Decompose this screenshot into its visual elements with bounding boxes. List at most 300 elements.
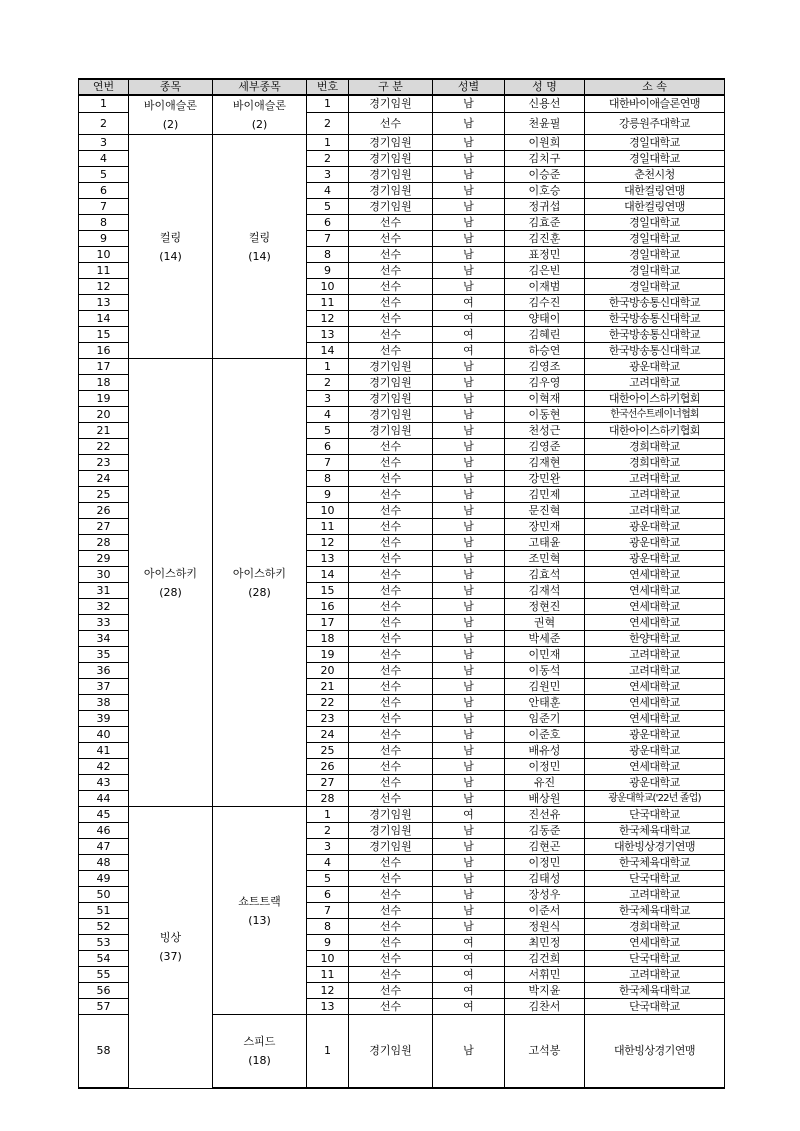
seq-cell (79, 871, 129, 887)
number-cell (307, 951, 349, 967)
name-cell (505, 135, 585, 151)
role-cell (349, 743, 433, 759)
seq-cell (79, 839, 129, 855)
number-cell (307, 215, 349, 231)
seq-cell (79, 263, 129, 279)
name-cell-text: 김우영 (528, 375, 561, 389)
role-cell (349, 903, 433, 919)
name-cell (505, 871, 585, 887)
event-cell-label: 바이애슬론 (232, 99, 287, 112)
seq-cell-text: 9 (100, 231, 107, 245)
role-cell (349, 727, 433, 743)
gender-cell-text: 남 (463, 775, 474, 789)
number-cell-text: 9 (324, 263, 331, 277)
name-cell (505, 599, 585, 615)
affiliation-cell (585, 503, 725, 519)
gender-cell-text: 남 (463, 471, 474, 485)
seq-cell (79, 615, 129, 631)
role-cell (349, 791, 433, 807)
role-cell (349, 983, 433, 999)
number-cell-text: 4 (324, 183, 331, 197)
affiliation-cell (585, 247, 725, 263)
seq-cell (79, 247, 129, 263)
header-role: 구 분 (349, 79, 433, 95)
name-cell (505, 695, 585, 711)
gender-cell-text: 남 (463, 391, 474, 405)
role-cell (349, 551, 433, 567)
name-cell-text: 이민재 (528, 647, 561, 661)
header-event: 세부종목 (213, 79, 307, 95)
seq-cell (79, 791, 129, 807)
role-cell-text: 경기임원 (369, 183, 412, 197)
affiliation-cell (585, 903, 725, 919)
name-cell (505, 887, 585, 903)
gender-cell (433, 391, 505, 407)
seq-cell (79, 647, 129, 663)
name-cell (505, 583, 585, 599)
seq-cell-text: 38 (96, 695, 111, 709)
name-cell (505, 999, 585, 1015)
seq-cell-text: 4 (100, 151, 107, 165)
seq-cell-text: 49 (96, 871, 111, 885)
number-cell-text: 1 (324, 807, 331, 821)
gender-cell (433, 807, 505, 823)
name-cell (505, 215, 585, 231)
name-cell (505, 231, 585, 247)
gender-cell (433, 135, 505, 151)
name-cell-text: 김건희 (528, 951, 561, 965)
seq-cell (79, 183, 129, 199)
name-cell-text: 이정민 (528, 759, 561, 773)
affiliation-cell-text: 한국방송통신대학교 (608, 343, 701, 357)
role-cell (349, 919, 433, 935)
affiliation-cell (585, 583, 725, 599)
seq-cell-text: 39 (96, 711, 111, 725)
affiliation-cell-text: 경일대학교 (629, 151, 680, 165)
gender-cell-text: 남 (463, 151, 474, 165)
number-cell-text: 13 (320, 999, 335, 1013)
gender-cell (433, 95, 505, 113)
name-cell-text: 김효준 (528, 215, 561, 229)
number-cell-text: 5 (324, 199, 331, 213)
seq-cell-text: 15 (96, 327, 111, 341)
gender-cell (433, 759, 505, 775)
affiliation-cell (585, 567, 725, 583)
role-cell-text: 선수 (379, 679, 402, 693)
name-cell-text: 이호승 (528, 183, 561, 197)
name-cell (505, 535, 585, 551)
gender-cell (433, 551, 505, 567)
number-cell-text: 8 (324, 471, 331, 485)
number-cell (307, 839, 349, 855)
role-cell-text: 선수 (379, 503, 402, 517)
affiliation-cell (585, 695, 725, 711)
role-cell-text: 경기임원 (369, 135, 412, 149)
gender-cell (433, 903, 505, 919)
number-cell (307, 327, 349, 343)
gender-cell (433, 535, 505, 551)
affiliation-cell-text: 광운대학교 (629, 727, 680, 741)
name-cell (505, 327, 585, 343)
seq-cell-text: 29 (96, 551, 111, 565)
role-cell (349, 711, 433, 727)
gender-cell (433, 679, 505, 695)
sport-cell-label: 컬링 (159, 230, 182, 244)
affiliation-cell-text: 한국방송통신대학교 (608, 327, 701, 341)
role-cell (349, 807, 433, 823)
role-cell-text: 선수 (379, 567, 402, 581)
role-cell (349, 247, 433, 263)
number-cell-text: 10 (320, 503, 335, 517)
seq-cell (79, 759, 129, 775)
event-cell-count: (14) (248, 249, 271, 263)
name-cell-text: 최민정 (528, 935, 561, 949)
name-cell-text: 안태훈 (528, 695, 561, 709)
role-cell-text: 경기임원 (369, 807, 412, 821)
seq-cell-text: 13 (96, 295, 111, 309)
event-cell-label: 아이스하키 (232, 566, 287, 580)
name-cell-text: 장민재 (528, 519, 561, 533)
role-cell (349, 679, 433, 695)
seq-cell-text: 57 (96, 999, 111, 1013)
role-cell-text: 선수 (379, 759, 402, 773)
role-cell (349, 343, 433, 359)
number-cell-text: 24 (320, 727, 335, 741)
role-cell (349, 359, 433, 375)
number-cell-text: 18 (320, 631, 335, 645)
sport-cell-label: 아이스하키 (143, 566, 198, 580)
name-cell (505, 359, 585, 375)
seq-cell (79, 919, 129, 935)
name-cell-text: 김진훈 (528, 231, 561, 245)
number-cell-text: 10 (320, 951, 335, 965)
role-cell-text: 선수 (379, 967, 402, 981)
event-cell (213, 95, 307, 135)
seq-cell-text: 42 (96, 759, 111, 773)
affiliation-cell (585, 951, 725, 967)
name-cell (505, 759, 585, 775)
name-cell (505, 279, 585, 295)
affiliation-cell-text: 한국체육대학교 (619, 983, 690, 997)
affiliation-cell-text: 고려대학교 (629, 967, 680, 981)
gender-cell-text: 남 (463, 551, 474, 565)
role-cell (349, 583, 433, 599)
affiliation-cell (585, 647, 725, 663)
gender-cell (433, 791, 505, 807)
affiliation-cell-text: 고려대학교 (629, 647, 680, 661)
number-cell (307, 647, 349, 663)
affiliation-cell (585, 615, 725, 631)
affiliation-cell-text: 고려대학교 (629, 487, 680, 501)
number-cell (307, 743, 349, 759)
seq-cell (79, 327, 129, 343)
gender-cell-text: 남 (463, 359, 474, 373)
number-cell (307, 343, 349, 359)
affiliation-cell-text: 한국체육대학교 (619, 903, 690, 917)
number-cell (307, 759, 349, 775)
seq-cell-text: 43 (96, 775, 111, 789)
role-cell-text: 경기임원 (369, 823, 412, 837)
name-cell-text: 권혁 (533, 615, 556, 629)
seq-cell-text: 14 (96, 311, 111, 325)
name-cell-text: 김재석 (528, 583, 561, 597)
role-cell-text: 선수 (379, 439, 402, 453)
number-cell (307, 663, 349, 679)
affiliation-cell (585, 871, 725, 887)
event-cell-count: (2) (251, 118, 268, 131)
role-cell-text: 선수 (379, 647, 402, 661)
number-cell-text: 27 (320, 775, 335, 789)
number-cell (307, 967, 349, 983)
role-cell-text: 선수 (379, 663, 402, 677)
seq-cell (79, 95, 129, 113)
seq-cell (79, 135, 129, 151)
event-cell-count: (13) (248, 913, 271, 927)
affiliation-cell (585, 823, 725, 839)
affiliation-cell-text: 단국대학교 (629, 999, 680, 1013)
number-cell (307, 95, 349, 113)
role-cell-text: 선수 (379, 471, 402, 485)
affiliation-cell (585, 391, 725, 407)
affiliation-cell (585, 791, 725, 807)
name-cell (505, 551, 585, 567)
number-cell (307, 903, 349, 919)
gender-cell-text: 남 (463, 263, 474, 277)
seq-cell (79, 519, 129, 535)
name-cell-text: 천성근 (528, 423, 561, 437)
gender-cell-text: 남 (463, 567, 474, 581)
seq-cell (79, 551, 129, 567)
gender-cell (433, 919, 505, 935)
name-cell (505, 679, 585, 695)
seq-cell (79, 215, 129, 231)
gender-cell-text: 남 (463, 423, 474, 437)
role-cell-text: 선수 (379, 599, 402, 613)
affiliation-cell-text: 광운대학교 (629, 519, 680, 533)
affiliation-cell-text: 고려대학교 (629, 663, 680, 677)
name-cell-text: 이승준 (528, 167, 561, 181)
role-cell (349, 375, 433, 391)
seq-cell-text: 56 (96, 983, 111, 997)
name-cell (505, 663, 585, 679)
seq-cell-text: 45 (96, 807, 111, 821)
role-cell-text: 경기임원 (369, 391, 412, 405)
affiliation-cell (585, 471, 725, 487)
role-cell (349, 423, 433, 439)
gender-cell (433, 375, 505, 391)
sport-cell (129, 135, 213, 359)
seq-cell-text: 50 (96, 887, 111, 901)
name-cell (505, 983, 585, 999)
affiliation-cell (585, 535, 725, 551)
table-row (79, 359, 725, 375)
affiliation-cell (585, 199, 725, 215)
affiliation-cell (585, 231, 725, 247)
affiliation-cell-text: 단국대학교 (629, 951, 680, 965)
name-cell (505, 1015, 585, 1089)
number-cell-text: 7 (324, 903, 331, 917)
affiliation-cell (585, 183, 725, 199)
role-cell-text: 선수 (379, 711, 402, 725)
seq-cell (79, 295, 129, 311)
seq-cell (79, 727, 129, 743)
affiliation-cell-text: 한국체육대학교 (619, 855, 690, 869)
name-cell (505, 727, 585, 743)
name-cell-text: 김찬서 (528, 999, 561, 1013)
event-cell (213, 807, 307, 1015)
affiliation-cell-text: 연세대학교 (629, 567, 680, 581)
gender-cell (433, 711, 505, 727)
affiliation-cell (585, 711, 725, 727)
number-cell (307, 807, 349, 823)
affiliation-cell-text: 대한컬링연맹 (624, 183, 685, 197)
name-cell (505, 113, 585, 135)
role-cell (349, 311, 433, 327)
gender-cell-text: 남 (463, 903, 474, 917)
affiliation-cell-text: 연세대학교 (629, 695, 680, 709)
number-cell-text: 1 (324, 359, 331, 373)
name-cell (505, 807, 585, 823)
seq-cell (79, 439, 129, 455)
role-cell-text: 선수 (379, 311, 402, 325)
seq-cell (79, 855, 129, 871)
role-cell (349, 567, 433, 583)
affiliation-cell-text: 대한빙상경기연맹 (613, 1044, 695, 1057)
number-cell (307, 135, 349, 151)
seq-cell-text: 33 (96, 615, 111, 629)
role-cell-text: 선수 (379, 631, 402, 645)
gender-cell-text: 남 (463, 215, 474, 229)
gender-cell (433, 935, 505, 951)
number-cell-text: 14 (320, 343, 335, 357)
affiliation-cell-text: 연세대학교 (629, 679, 680, 693)
affiliation-cell (585, 887, 725, 903)
gender-cell-text: 남 (463, 1044, 474, 1057)
gender-cell-text: 남 (463, 839, 474, 853)
gender-cell-text: 남 (463, 247, 474, 261)
seq-cell-text: 30 (96, 567, 111, 581)
role-cell-text: 선수 (379, 887, 402, 901)
gender-cell (433, 113, 505, 135)
number-cell-text: 13 (320, 327, 335, 341)
number-cell-text: 13 (320, 551, 335, 565)
seq-cell-text: 52 (96, 919, 111, 933)
name-cell (505, 423, 585, 439)
name-cell (505, 151, 585, 167)
number-cell (307, 823, 349, 839)
sport-cell-count: (14) (159, 249, 182, 263)
number-cell (307, 375, 349, 391)
affiliation-cell (585, 599, 725, 615)
affiliation-cell-text: 한양대학교 (629, 631, 680, 645)
sport-cell-count: (2) (162, 118, 179, 131)
number-cell-text: 4 (324, 407, 331, 421)
role-cell-text: 선수 (379, 551, 402, 565)
number-cell-text: 2 (324, 823, 331, 837)
role-cell (349, 183, 433, 199)
number-cell-text: 15 (320, 583, 335, 597)
name-cell-text: 서휘민 (528, 967, 561, 981)
gender-cell (433, 1015, 505, 1089)
seq-cell (79, 535, 129, 551)
header-row (79, 79, 725, 95)
gender-cell (433, 615, 505, 631)
name-cell (505, 903, 585, 919)
sport-cell-label: 바이애슬론 (143, 99, 198, 112)
number-cell-text: 6 (324, 887, 331, 901)
name-cell-text: 이혁재 (528, 391, 561, 405)
number-cell-text: 25 (320, 743, 335, 757)
name-cell-text: 정귀섭 (528, 199, 561, 213)
number-cell (307, 631, 349, 647)
gender-cell (433, 455, 505, 471)
gender-cell-text: 남 (463, 711, 474, 725)
seq-cell (79, 967, 129, 983)
seq-cell (79, 663, 129, 679)
number-cell-text: 12 (320, 983, 335, 997)
name-cell (505, 375, 585, 391)
affiliation-cell (585, 839, 725, 855)
gender-cell-text: 남 (463, 679, 474, 693)
seq-cell (79, 279, 129, 295)
seq-cell (79, 167, 129, 183)
role-cell (349, 167, 433, 183)
affiliation-cell-text: 경일대학교 (629, 263, 680, 277)
name-cell-text: 이재범 (528, 279, 561, 293)
gender-cell-text: 남 (463, 375, 474, 389)
role-cell-text: 선수 (379, 295, 402, 309)
gender-cell-text: 여 (463, 807, 474, 821)
name-cell (505, 631, 585, 647)
role-cell (349, 215, 433, 231)
affiliation-cell (585, 279, 725, 295)
role-cell (349, 151, 433, 167)
name-cell-text: 고태윤 (528, 535, 561, 549)
affiliation-cell (585, 343, 725, 359)
gender-cell (433, 727, 505, 743)
gender-cell-text: 남 (463, 631, 474, 645)
number-cell (307, 487, 349, 503)
number-cell (307, 711, 349, 727)
affiliation-cell (585, 423, 725, 439)
name-cell-text: 하승연 (528, 343, 561, 357)
gender-cell-text: 여 (463, 295, 474, 309)
affiliation-cell-text: 광운대학교 (629, 743, 680, 757)
seq-cell-text: 53 (96, 935, 111, 949)
seq-cell-text: 18 (96, 375, 111, 389)
number-cell-text: 12 (320, 311, 335, 325)
role-cell-text: 선수 (379, 983, 402, 997)
number-cell-text: 11 (320, 519, 335, 533)
name-cell-text: 김영준 (528, 439, 561, 453)
seq-cell-text: 44 (96, 791, 111, 805)
name-cell-text: 이동현 (528, 407, 561, 421)
gender-cell (433, 343, 505, 359)
seq-cell (79, 887, 129, 903)
affiliation-cell-text: 대한바이애슬론연맹 (608, 97, 701, 111)
table-row (79, 135, 725, 151)
role-cell-text: 선수 (379, 727, 402, 741)
seq-cell-text: 32 (96, 599, 111, 613)
gender-cell (433, 839, 505, 855)
number-cell (307, 871, 349, 887)
role-cell (349, 615, 433, 631)
affiliation-cell (585, 407, 725, 423)
number-cell-text: 9 (324, 935, 331, 949)
sport-cell (129, 807, 213, 1089)
name-cell (505, 95, 585, 113)
gender-cell (433, 631, 505, 647)
